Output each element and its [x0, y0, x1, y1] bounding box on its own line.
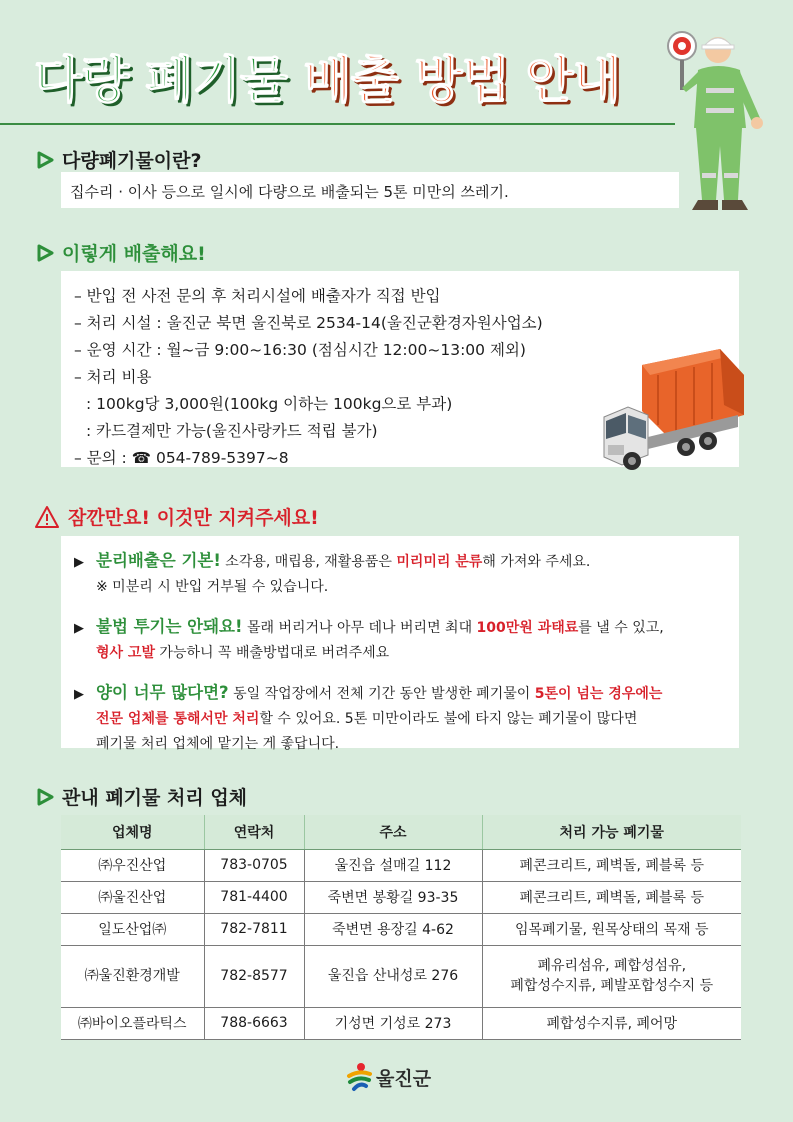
- method-item: – 운영 시간 : 월~금 9:00~16:30 (점심시간 12:00~13:00 제외): [74, 341, 526, 359]
- vendor-address: 기성면 기성로 273: [304, 1007, 482, 1039]
- vendors-table: [61, 815, 741, 1040]
- warning-icon: [34, 505, 60, 529]
- vendors-heading-text: 관내 폐기물 처리 업체: [62, 787, 248, 809]
- caution-heading-text: 잠깐만요! 이것만 지켜주세요!: [68, 507, 319, 529]
- table-row: [61, 1007, 741, 1039]
- contact-phone: ☎ 054-789-5397~8: [131, 449, 289, 467]
- vendor-phone: 782-8577: [204, 945, 304, 1007]
- bullet-icon: ▶: [74, 621, 84, 636]
- caution-list: [74, 548, 734, 771]
- table-row: [61, 913, 741, 945]
- table-row: [61, 945, 741, 1007]
- title-divider: [0, 123, 675, 125]
- title-part-1: 다량 폐기물: [34, 51, 287, 109]
- method-list: [74, 283, 543, 472]
- footer-name: 울진군: [376, 1067, 432, 1090]
- uljin-logo-icon: [346, 1062, 372, 1092]
- caution-lead: 불법 투기는 안돼요!: [96, 617, 243, 636]
- garbage-truck-illustration: [598, 345, 748, 473]
- vendor-address: 죽변면 봉황길 93-35: [304, 881, 482, 913]
- caution-item: ▶ 불법 투기는 안돼요! 몰래 버리거나 아무 데나 버리면 최대 100만원 과태료를 낼 수 있고, 형사 고발 가능하니 꼭 배출방법대로 버려주세요: [74, 617, 664, 661]
- method-item: – 처리 비용: [74, 368, 152, 386]
- vendor-address: 울진읍 설매길 112: [304, 849, 482, 881]
- vendors-heading: [36, 783, 247, 810]
- vendor-waste: 폐합성수지류, 폐어망: [482, 1007, 741, 1039]
- caution-note: ※ 미분리 시 반입 거부될 수 있습니다.: [96, 579, 329, 595]
- method-item: – 처리 시설 : 울진군 북면 울진북로 2534-14(울진군환경자원사업소): [74, 314, 543, 332]
- definition-text: 집수리 · 이사 등으로 일시에 다량으로 배출되는 5톤 미만의 쓰레기.: [70, 183, 509, 201]
- column-header: 업체명: [61, 815, 204, 849]
- vendor-waste: 임목폐기물, 원목상태의 목재 등: [482, 913, 741, 945]
- caution-item: ▶ 분리배출은 기본! 소각용, 매립용, 재활용품은 미리미리 분류해 가져와 주세요. ※ 미분리 시 반입 거부될 수 있습니다.: [74, 548, 734, 600]
- footer-logo: [346, 1062, 431, 1092]
- method-heading-text: 이렇게 배출해요!: [62, 243, 206, 265]
- vendor-phone: 781-4400: [204, 881, 304, 913]
- vendor-waste: 폐콘크리트, 폐벽돌, 폐블록 등: [482, 881, 741, 913]
- vendor-phone: 783-0705: [204, 849, 304, 881]
- table-row: [61, 881, 741, 913]
- vendor-name: ㈜바이오플라틱스: [61, 1007, 204, 1039]
- vendor-phone: 788-6663: [204, 1007, 304, 1039]
- play-triangle-icon: [36, 244, 54, 262]
- title-part-2: 배출 방법 안내: [303, 51, 620, 109]
- vendor-waste: 폐유리섬유, 폐합성섬유, 폐합성수지류, 폐발포합성수지 등: [482, 945, 741, 1007]
- column-header: 연락처: [204, 815, 304, 849]
- vendor-name: ㈜울진환경개발: [61, 945, 204, 1007]
- caution-heading: [34, 503, 319, 530]
- bullet-icon: ▶: [74, 687, 84, 702]
- vendor-address: 울진읍 산내성로 276: [304, 945, 482, 1007]
- caution-lead: 분리배출은 기본!: [96, 551, 221, 570]
- vendor-name: ㈜우진산업: [61, 849, 204, 881]
- definition-heading: [36, 146, 202, 173]
- column-header: 처리 가능 폐기물: [482, 815, 741, 849]
- caution-item: ▶ 양이 너무 많다면? 동일 작업장에서 전체 기간 동안 발생한 폐기물이 5톤이 넘는 경우에는 전문 업체를 통해서만 처리할 수 있어요. 5톤 미만이라도 불에 타지 않는 폐기물이 많다면 폐기물 처리 업체에 맡기는 게 좋답니다.: [74, 683, 663, 752]
- method-heading: [36, 239, 206, 266]
- cost-line: : 카드결제만 가능(울진사랑카드 적립 불가): [86, 422, 378, 440]
- table-row: [61, 849, 741, 881]
- vendor-name: ㈜울진산업: [61, 881, 204, 913]
- definition-heading-text: 다량폐기물이란?: [62, 150, 202, 172]
- method-item: – 반입 전 사전 문의 후 처리시설에 배출자가 직접 반입: [74, 287, 441, 305]
- play-triangle-icon: [36, 788, 54, 806]
- vendor-address: 죽변면 용장길 4-62: [304, 913, 482, 945]
- vendor-waste: 폐콘크리트, 폐벽돌, 폐블록 등: [482, 849, 741, 881]
- cost-line: : 100kg당 3,000원(100kg 이하는 100kg으로 부과): [86, 395, 453, 413]
- vendor-phone: 782-7811: [204, 913, 304, 945]
- play-triangle-icon: [36, 151, 54, 169]
- contact-label: – 문의 :: [74, 449, 127, 467]
- bullet-icon: ▶: [74, 555, 84, 570]
- contact-line: [74, 445, 543, 472]
- vendor-name: 일도산업㈜: [61, 913, 204, 945]
- caution-lead: 양이 너무 많다면?: [96, 683, 229, 702]
- table-header-row: [61, 815, 741, 849]
- page-title: [34, 40, 620, 112]
- column-header: 주소: [304, 815, 482, 849]
